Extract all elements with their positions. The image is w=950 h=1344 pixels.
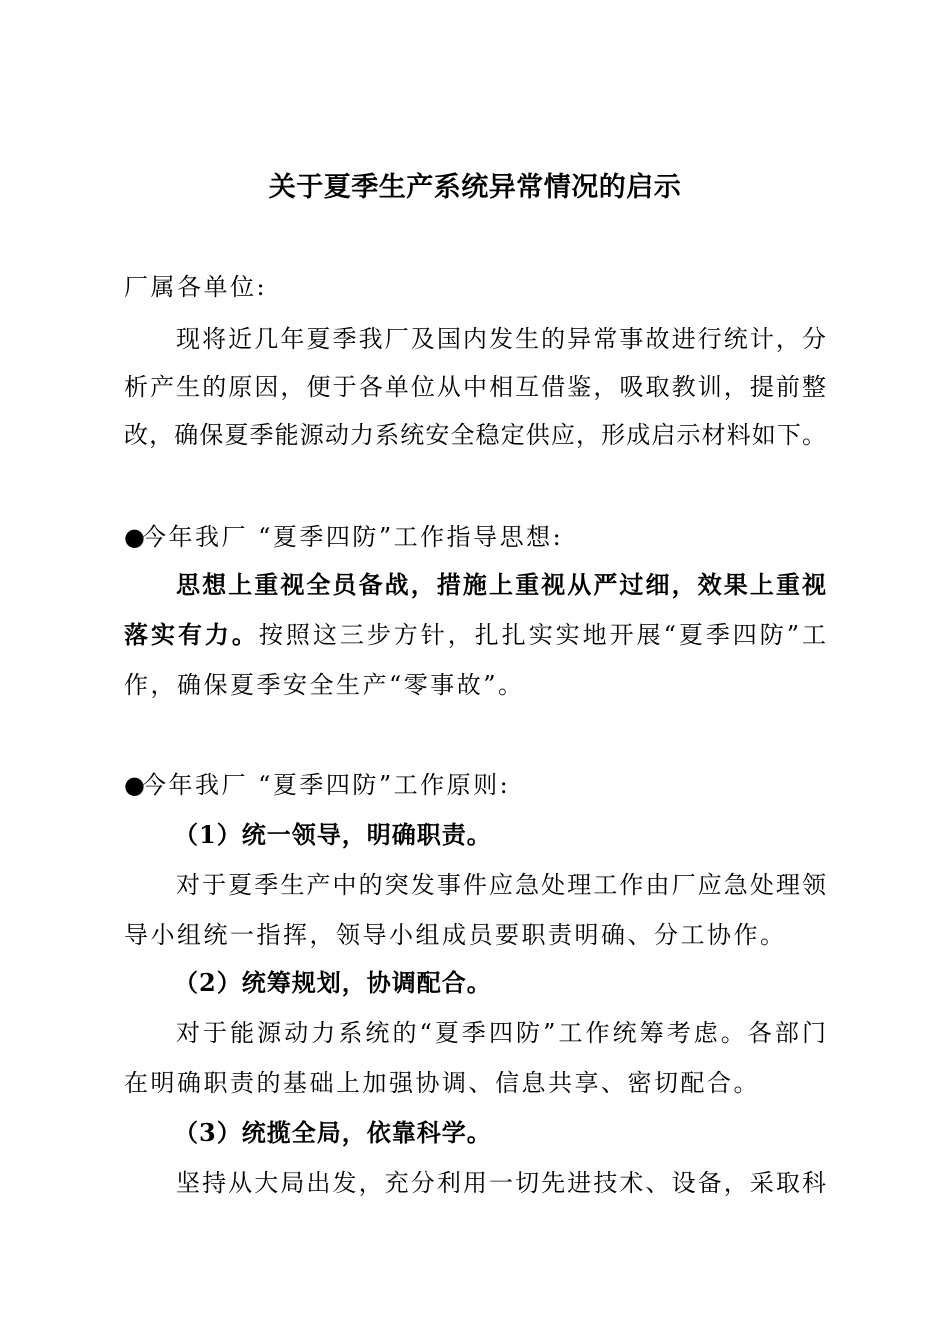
- principle-1-line-1: 对于夏季生产中的突发事件应急处理工作由厂应急处理领: [176, 871, 826, 899]
- principle-3-line-1: 坚持从大局出发，充分利用一切先进技术、设备，采取科: [176, 1169, 826, 1197]
- section1-line-1: 思想上重视全员备战，措施上重视从严过细，效果上重视: [176, 570, 826, 599]
- salutation: 厂属各单位:: [124, 273, 268, 301]
- principle-1-heading: （1）统一领导，明确职责。: [174, 820, 492, 849]
- section2-heading: 今年我厂 “夏季四防”工作原则:: [142, 771, 511, 799]
- section1-line-2: [124, 618, 826, 652]
- section1-heading: 今年我厂 “夏季四防”工作指导思想:: [142, 523, 564, 551]
- principle-2-line-1: 对于能源动力系统的“夏季四防”工作统筹考虑。各部门: [176, 1019, 826, 1047]
- intro-line-1: 现将近几年夏季我厂及国内发生的异常事故进行统计，分: [176, 325, 826, 353]
- section1-line-2-rest: 按照这三步方针，扎扎实实地开展“夏季四防”工: [258, 621, 827, 649]
- document-title: 关于夏季生产系统异常情况的启示: [268, 172, 682, 203]
- principle-2-heading: （2）统筹规划，协调配合。: [174, 968, 492, 997]
- intro-line-2: 析产生的原因，便于各单位从中相互借鉴，吸取教训，提前整: [124, 373, 826, 401]
- section1-heading-row: [124, 520, 563, 554]
- bullet-icon: ●: [124, 523, 148, 551]
- bullet-icon: ●: [124, 771, 148, 799]
- section1-line-2-bold: 落实有力。: [124, 620, 259, 649]
- section2-heading-row: [124, 768, 510, 802]
- principle-1-line-2: 导小组统一指挥，领导小组成员要职责明确、分工协作。: [124, 921, 787, 949]
- principle-2-line-2: 在明确职责的基础上加强协调、信息共享、密切配合。: [124, 1069, 760, 1097]
- intro-line-3: 改，确保夏季能源动力系统安全稳定供应，形成启示材料如下。: [124, 421, 826, 449]
- principle-3-heading: （3）统揽全局，依靠科学。: [174, 1118, 492, 1147]
- section1-line-3: 作，确保夏季安全生产“零事故”。: [124, 671, 525, 699]
